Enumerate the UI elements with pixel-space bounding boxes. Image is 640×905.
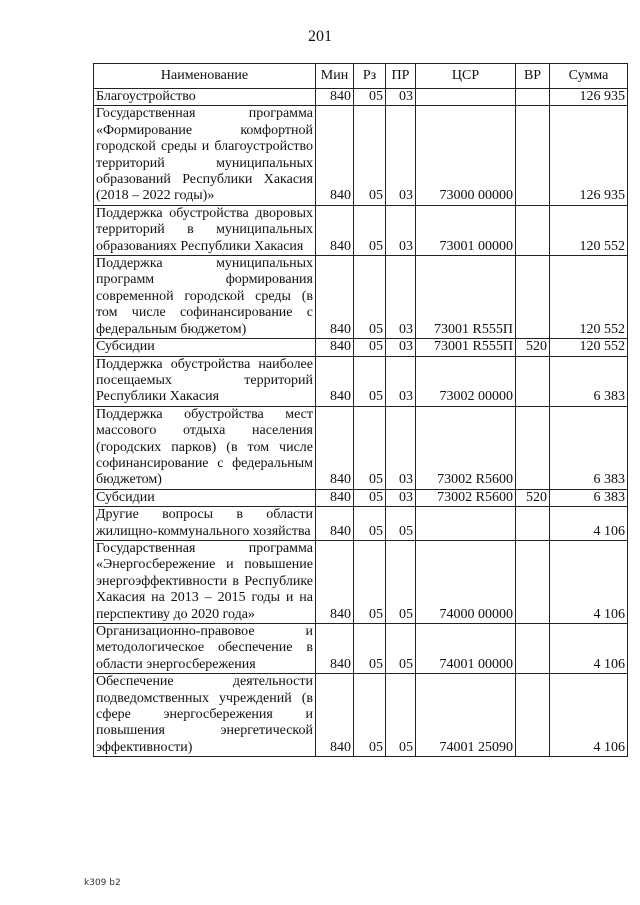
cell-min: 840: [316, 489, 354, 506]
footer-code: k309 b2: [84, 878, 121, 888]
cell-name: Субсидии: [94, 339, 316, 356]
cell-sum: 126 935: [550, 106, 628, 205]
cell-csr: [416, 507, 516, 541]
cell-pr: 03: [386, 489, 416, 506]
cell-min: 840: [316, 205, 354, 255]
cell-name: Обеспечение деятельности подведомственных учреждений (в сфере энергосбережения и повышения энергетической эффективности): [94, 674, 316, 757]
header-rz: Рз: [354, 64, 386, 89]
cell-rz: 05: [354, 339, 386, 356]
cell-name: Другие вопросы в области жилищно-коммунального хозяйства: [94, 507, 316, 541]
table-row: [94, 339, 628, 356]
cell-sum: 126 935: [550, 89, 628, 106]
cell-csr: 73000 00000: [416, 106, 516, 205]
cell-rz: 05: [354, 507, 386, 541]
table-row: [94, 205, 628, 255]
cell-min: 840: [316, 624, 354, 674]
header-vr: ВР: [516, 64, 550, 89]
cell-vr: [516, 256, 550, 339]
cell-sum: 4 106: [550, 624, 628, 674]
cell-rz: 05: [354, 674, 386, 757]
cell-vr: [516, 406, 550, 489]
cell-vr: [516, 507, 550, 541]
table-header-row: [94, 64, 628, 89]
cell-min: 840: [316, 339, 354, 356]
cell-min: 840: [316, 540, 354, 623]
cell-min: 840: [316, 256, 354, 339]
cell-name: Субсидии: [94, 489, 316, 506]
cell-csr: 74000 00000: [416, 540, 516, 623]
cell-sum: 4 106: [550, 674, 628, 757]
cell-rz: 05: [354, 356, 386, 406]
table-row: [94, 674, 628, 757]
table-row: [94, 540, 628, 623]
cell-csr: 74001 25090: [416, 674, 516, 757]
cell-sum: 4 106: [550, 507, 628, 541]
cell-sum: 120 552: [550, 339, 628, 356]
cell-vr: 520: [516, 489, 550, 506]
cell-min: 840: [316, 406, 354, 489]
cell-rz: 05: [354, 489, 386, 506]
cell-vr: [516, 356, 550, 406]
table-row: [94, 356, 628, 406]
cell-min: 840: [316, 89, 354, 106]
cell-rz: 05: [354, 256, 386, 339]
table-row: [94, 624, 628, 674]
cell-rz: 05: [354, 540, 386, 623]
cell-pr: 03: [386, 339, 416, 356]
cell-vr: 520: [516, 339, 550, 356]
cell-rz: 05: [354, 406, 386, 489]
cell-name: Организационно-правовое и методологическое обеспечение в области энергосбережения: [94, 624, 316, 674]
cell-name: Поддержка обустройства наиболее посещаемых территорий Республики Хакасия: [94, 356, 316, 406]
cell-csr: [416, 89, 516, 106]
header-pr: ПР: [386, 64, 416, 89]
cell-pr: 05: [386, 540, 416, 623]
cell-csr: 73002 R5600: [416, 489, 516, 506]
cell-vr: [516, 674, 550, 757]
cell-pr: 03: [386, 406, 416, 489]
header-name: Наименование: [94, 64, 316, 89]
cell-pr: 05: [386, 624, 416, 674]
table-row: [94, 489, 628, 506]
cell-pr: 03: [386, 89, 416, 106]
cell-csr: 73001 R555П: [416, 256, 516, 339]
cell-csr: 73001 R555П: [416, 339, 516, 356]
cell-pr: 03: [386, 356, 416, 406]
cell-name: Государственная программа «Формирование комфортной городской среды и благоустройство территорий муниципальных образований Республики Хакасия (2018 – 2022 годы)»: [94, 106, 316, 205]
header-sum: Сумма: [550, 64, 628, 89]
cell-rz: 05: [354, 205, 386, 255]
cell-name: Поддержка муниципальных программ формирования современной городской среды (в том числе софинансирование с федеральным бюджетом): [94, 256, 316, 339]
cell-name: Государственная программа «Энергосбережение и повышение энергоэффективности в Республике Хакасия на 2013 – 2015 годы и на перспективу до 2020 года»: [94, 540, 316, 623]
cell-pr: 03: [386, 256, 416, 339]
cell-sum: 6 383: [550, 489, 628, 506]
cell-sum: 120 552: [550, 256, 628, 339]
cell-rz: 05: [354, 106, 386, 205]
cell-vr: [516, 89, 550, 106]
cell-sum: 4 106: [550, 540, 628, 623]
table-row: [94, 406, 628, 489]
cell-pr: 03: [386, 205, 416, 255]
budget-table: [93, 63, 628, 757]
cell-vr: [516, 106, 550, 205]
cell-vr: [516, 540, 550, 623]
cell-name: Поддержка обустройства мест массового отдыха населения (городских парков) (в том числе софинансирование с федеральным бюджетом): [94, 406, 316, 489]
cell-csr: 73002 00000: [416, 356, 516, 406]
cell-min: 840: [316, 106, 354, 205]
cell-csr: 73002 R5600: [416, 406, 516, 489]
table-row: [94, 106, 628, 205]
cell-sum: 6 383: [550, 356, 628, 406]
page-number: 201: [308, 28, 332, 45]
table-row: [94, 507, 628, 541]
cell-vr: [516, 624, 550, 674]
cell-name: Поддержка обустройства дворовых территорий в муниципальных образованиях Республики Хакасия: [94, 205, 316, 255]
header-csr: ЦСР: [416, 64, 516, 89]
cell-rz: 05: [354, 89, 386, 106]
cell-min: 840: [316, 356, 354, 406]
cell-sum: 120 552: [550, 205, 628, 255]
cell-pr: 03: [386, 106, 416, 205]
cell-pr: 05: [386, 674, 416, 757]
cell-rz: 05: [354, 624, 386, 674]
cell-csr: 73001 00000: [416, 205, 516, 255]
cell-min: 840: [316, 674, 354, 757]
cell-pr: 05: [386, 507, 416, 541]
cell-name: Благоустройство: [94, 89, 316, 106]
cell-vr: [516, 205, 550, 255]
cell-min: 840: [316, 507, 354, 541]
table-row: [94, 89, 628, 106]
cell-csr: 74001 00000: [416, 624, 516, 674]
table-row: [94, 256, 628, 339]
header-min: Мин: [316, 64, 354, 89]
cell-sum: 6 383: [550, 406, 628, 489]
